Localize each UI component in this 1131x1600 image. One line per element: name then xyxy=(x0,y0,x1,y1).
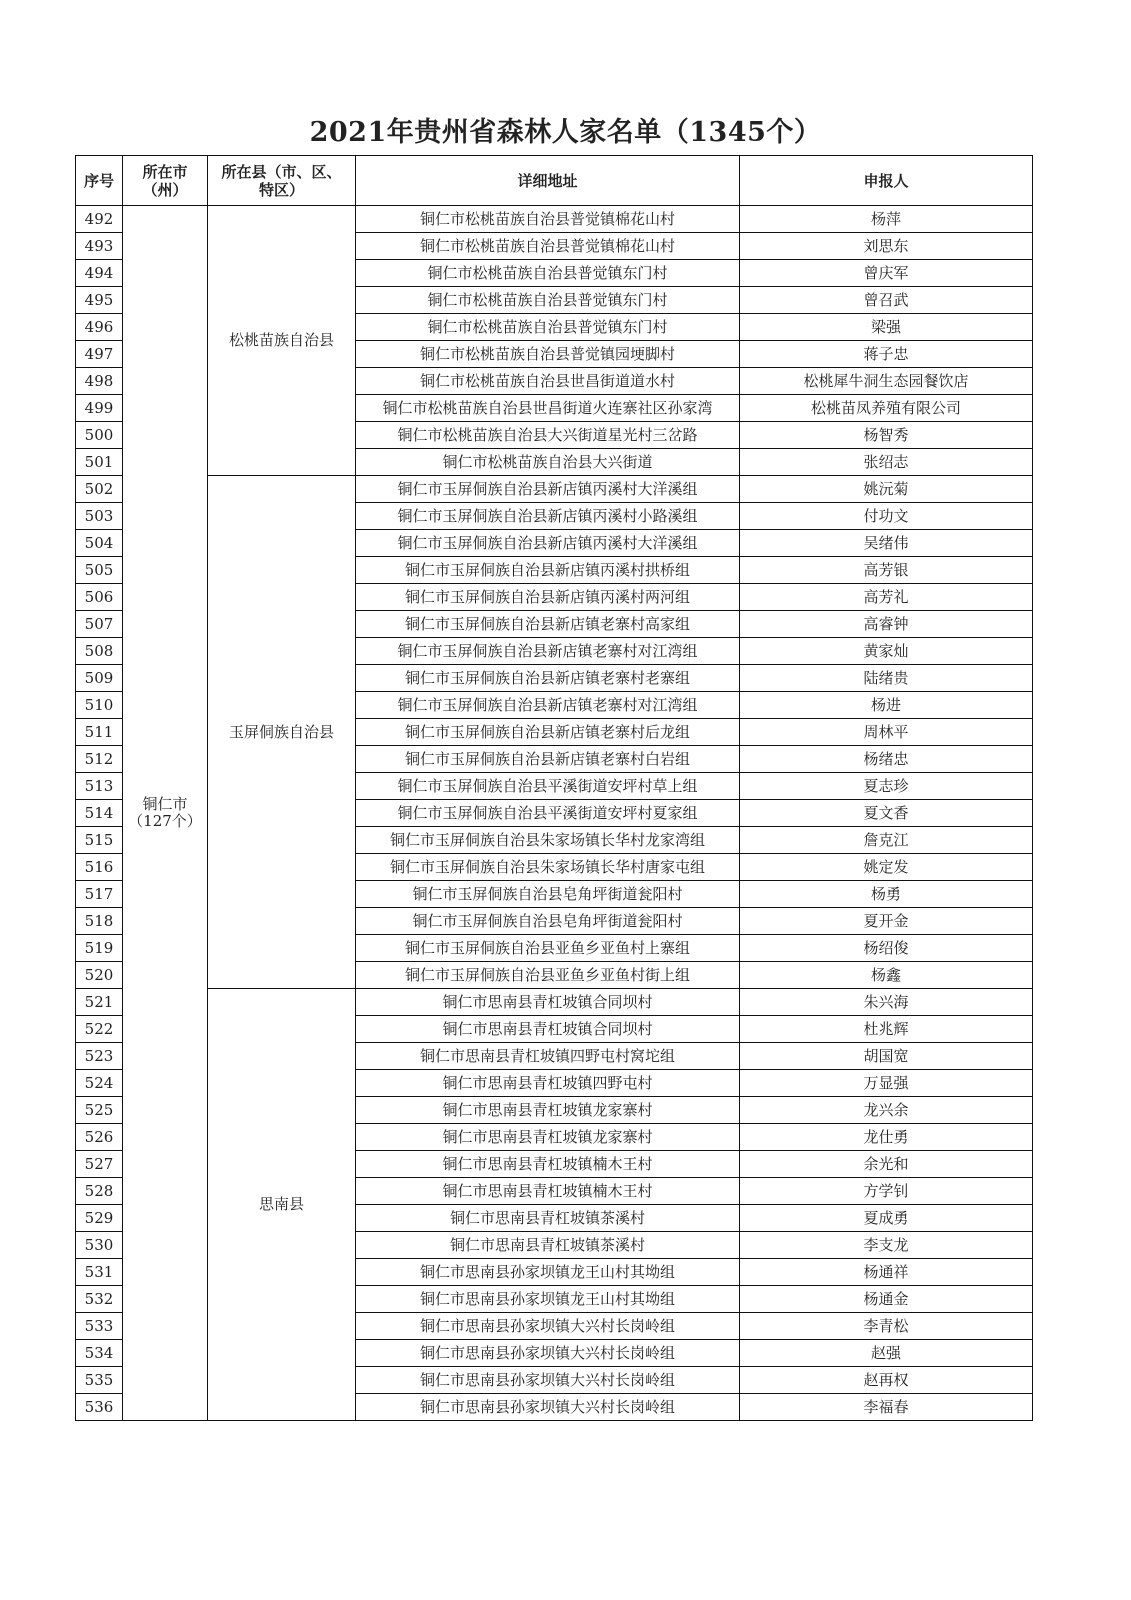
table-header-row xyxy=(76,156,1033,206)
seq-cell: 500 xyxy=(76,422,123,449)
address-cell: 铜仁市思南县青杠坡镇合同坝村 xyxy=(356,1016,740,1043)
applicant-cell: 夏志珍 xyxy=(740,773,1033,800)
address-cell: 铜仁市思南县青杠坡镇茶溪村 xyxy=(356,1232,740,1259)
applicant-cell: 吴绪伟 xyxy=(740,530,1033,557)
header-seq: 序号 xyxy=(76,156,123,206)
table-body xyxy=(76,206,1033,1421)
address-cell: 铜仁市思南县青杠坡镇楠木王村 xyxy=(356,1151,740,1178)
seq-cell: 531 xyxy=(76,1259,123,1286)
applicant-cell: 蒋子忠 xyxy=(740,341,1033,368)
address-cell: 铜仁市松桃苗族自治县大兴街道 xyxy=(356,449,740,476)
applicant-cell: 余光和 xyxy=(740,1151,1033,1178)
applicant-cell: 胡国宽 xyxy=(740,1043,1033,1070)
seq-cell: 511 xyxy=(76,719,123,746)
county-cell: 玉屏侗族自治县 xyxy=(208,476,356,989)
applicant-cell: 付功文 xyxy=(740,503,1033,530)
applicant-cell: 周林平 xyxy=(740,719,1033,746)
applicant-cell: 龙仕勇 xyxy=(740,1124,1033,1151)
applicant-cell: 梁强 xyxy=(740,314,1033,341)
seq-cell: 513 xyxy=(76,773,123,800)
county-cell: 思南县 xyxy=(208,989,356,1421)
address-cell: 铜仁市松桃苗族自治县世昌街道道水村 xyxy=(356,368,740,395)
table-row xyxy=(76,989,1033,1016)
applicant-cell: 曾召武 xyxy=(740,287,1033,314)
seq-cell: 492 xyxy=(76,206,123,233)
seq-cell: 525 xyxy=(76,1097,123,1124)
address-cell: 铜仁市思南县孙家坝镇龙王山村其坳组 xyxy=(356,1286,740,1313)
applicant-cell: 杨绪忠 xyxy=(740,746,1033,773)
applicant-cell: 陆绪贵 xyxy=(740,665,1033,692)
applicant-cell: 夏成勇 xyxy=(740,1205,1033,1232)
seq-cell: 508 xyxy=(76,638,123,665)
address-cell: 铜仁市思南县孙家坝镇大兴村长岗岭组 xyxy=(356,1394,740,1421)
applicant-cell: 杨鑫 xyxy=(740,962,1033,989)
address-cell: 铜仁市玉屏侗族自治县亚鱼乡亚鱼村街上组 xyxy=(356,962,740,989)
applicant-cell: 李青松 xyxy=(740,1313,1033,1340)
address-cell: 铜仁市思南县孙家坝镇大兴村长岗岭组 xyxy=(356,1313,740,1340)
seq-cell: 497 xyxy=(76,341,123,368)
seq-cell: 515 xyxy=(76,827,123,854)
address-cell: 铜仁市玉屏侗族自治县皂角坪街道瓮阳村 xyxy=(356,881,740,908)
applicant-cell: 杨萍 xyxy=(740,206,1033,233)
applicant-cell: 夏开金 xyxy=(740,908,1033,935)
address-cell: 铜仁市松桃苗族自治县普觉镇东门村 xyxy=(356,260,740,287)
address-cell: 铜仁市玉屏侗族自治县新店镇老寨村对江湾组 xyxy=(356,638,740,665)
applicant-cell: 李福春 xyxy=(740,1394,1033,1421)
seq-cell: 534 xyxy=(76,1340,123,1367)
county-cell: 松桃苗族自治县 xyxy=(208,206,356,476)
seq-cell: 506 xyxy=(76,584,123,611)
seq-cell: 518 xyxy=(76,908,123,935)
seq-cell: 535 xyxy=(76,1367,123,1394)
seq-cell: 524 xyxy=(76,1070,123,1097)
seq-cell: 521 xyxy=(76,989,123,1016)
seq-cell: 533 xyxy=(76,1313,123,1340)
seq-cell: 496 xyxy=(76,314,123,341)
seq-cell: 503 xyxy=(76,503,123,530)
applicant-cell: 万显强 xyxy=(740,1070,1033,1097)
seq-cell: 509 xyxy=(76,665,123,692)
address-cell: 铜仁市玉屏侗族自治县新店镇老寨村白岩组 xyxy=(356,746,740,773)
applicant-cell: 松桃犀牛洞生态园餐饮店 xyxy=(740,368,1033,395)
applicant-cell: 赵再权 xyxy=(740,1367,1033,1394)
seq-cell: 530 xyxy=(76,1232,123,1259)
header-city: 所在市（州） xyxy=(123,156,208,206)
address-cell: 铜仁市玉屏侗族自治县平溪街道安坪村草上组 xyxy=(356,773,740,800)
applicant-cell: 詹克江 xyxy=(740,827,1033,854)
address-cell: 铜仁市思南县青杠坡镇楠木王村 xyxy=(356,1178,740,1205)
seq-cell: 516 xyxy=(76,854,123,881)
seq-cell: 523 xyxy=(76,1043,123,1070)
address-cell: 铜仁市玉屏侗族自治县朱家场镇长华村龙家湾组 xyxy=(356,827,740,854)
seq-cell: 501 xyxy=(76,449,123,476)
page-title: 2021年贵州省森林人家名单（1345个） xyxy=(309,117,822,148)
header-applicant: 申报人 xyxy=(740,156,1033,206)
applicant-cell: 李支龙 xyxy=(740,1232,1033,1259)
address-cell: 铜仁市玉屏侗族自治县新店镇丙溪村拱桥组 xyxy=(356,557,740,584)
header-county: 所在县（市、区、特区） xyxy=(208,156,356,206)
address-cell: 铜仁市玉屏侗族自治县新店镇丙溪村大洋溪组 xyxy=(356,530,740,557)
seq-cell: 493 xyxy=(76,233,123,260)
seq-cell: 536 xyxy=(76,1394,123,1421)
applicant-cell: 龙兴余 xyxy=(740,1097,1033,1124)
seq-cell: 532 xyxy=(76,1286,123,1313)
address-cell: 铜仁市玉屏侗族自治县皂角坪街道瓮阳村 xyxy=(356,908,740,935)
applicant-cell: 朱兴海 xyxy=(740,989,1033,1016)
address-cell: 铜仁市思南县青杠坡镇四野屯村 xyxy=(356,1070,740,1097)
seq-cell: 507 xyxy=(76,611,123,638)
seq-cell: 519 xyxy=(76,935,123,962)
seq-cell: 517 xyxy=(76,881,123,908)
seq-cell: 520 xyxy=(76,962,123,989)
applicant-cell: 姚定发 xyxy=(740,854,1033,881)
seq-cell: 499 xyxy=(76,395,123,422)
applicant-cell: 杨通祥 xyxy=(740,1259,1033,1286)
applicant-cell: 曾庆军 xyxy=(740,260,1033,287)
address-cell: 铜仁市松桃苗族自治县普觉镇园埂脚村 xyxy=(356,341,740,368)
applicant-cell: 高睿钟 xyxy=(740,611,1033,638)
seq-cell: 512 xyxy=(76,746,123,773)
address-cell: 铜仁市思南县孙家坝镇龙王山村其坳组 xyxy=(356,1259,740,1286)
address-cell: 铜仁市松桃苗族自治县普觉镇棉花山村 xyxy=(356,206,740,233)
header-address: 详细地址 xyxy=(356,156,740,206)
applicant-cell: 杜兆辉 xyxy=(740,1016,1033,1043)
applicant-cell: 夏文香 xyxy=(740,800,1033,827)
address-cell: 铜仁市玉屏侗族自治县新店镇老寨村后龙组 xyxy=(356,719,740,746)
seq-cell: 495 xyxy=(76,287,123,314)
address-cell: 铜仁市玉屏侗族自治县新店镇老寨村老寨组 xyxy=(356,665,740,692)
address-cell: 铜仁市思南县青杠坡镇四野屯村窝坨组 xyxy=(356,1043,740,1070)
table-row xyxy=(76,206,1033,233)
applicant-cell: 方学钊 xyxy=(740,1178,1033,1205)
city-cell xyxy=(123,206,208,1421)
seq-cell: 529 xyxy=(76,1205,123,1232)
city-count: （127个） xyxy=(128,812,202,830)
address-cell: 铜仁市思南县青杠坡镇龙家寨村 xyxy=(356,1124,740,1151)
address-cell: 铜仁市思南县青杠坡镇龙家寨村 xyxy=(356,1097,740,1124)
seq-cell: 505 xyxy=(76,557,123,584)
address-cell: 铜仁市玉屏侗族自治县平溪街道安坪村夏家组 xyxy=(356,800,740,827)
address-cell: 铜仁市玉屏侗族自治县亚鱼乡亚鱼村上寨组 xyxy=(356,935,740,962)
seq-cell: 504 xyxy=(76,530,123,557)
seq-cell: 494 xyxy=(76,260,123,287)
applicant-cell: 杨勇 xyxy=(740,881,1033,908)
address-cell: 铜仁市思南县孙家坝镇大兴村长岗岭组 xyxy=(356,1340,740,1367)
address-cell: 铜仁市松桃苗族自治县普觉镇东门村 xyxy=(356,287,740,314)
table-row xyxy=(76,476,1033,503)
applicant-cell: 张绍志 xyxy=(740,449,1033,476)
seq-cell: 498 xyxy=(76,368,123,395)
applicant-cell: 杨进 xyxy=(740,692,1033,719)
applicant-cell: 松桃苗凤养殖有限公司 xyxy=(740,395,1033,422)
applicant-cell: 杨通金 xyxy=(740,1286,1033,1313)
address-cell: 铜仁市松桃苗族自治县大兴街道星光村三岔路 xyxy=(356,422,740,449)
applicant-cell: 高芳礼 xyxy=(740,584,1033,611)
city-name: 铜仁市 xyxy=(142,795,188,813)
address-cell: 铜仁市玉屏侗族自治县新店镇老寨村高家组 xyxy=(356,611,740,638)
address-cell: 铜仁市玉屏侗族自治县新店镇老寨村对江湾组 xyxy=(356,692,740,719)
applicant-cell: 黄家灿 xyxy=(740,638,1033,665)
address-cell: 铜仁市思南县孙家坝镇大兴村长岗岭组 xyxy=(356,1367,740,1394)
seq-cell: 514 xyxy=(76,800,123,827)
seq-cell: 528 xyxy=(76,1178,123,1205)
seq-cell: 526 xyxy=(76,1124,123,1151)
applicant-cell: 杨智秀 xyxy=(740,422,1033,449)
address-cell: 铜仁市玉屏侗族自治县新店镇丙溪村小路溪组 xyxy=(356,503,740,530)
applicant-cell: 姚沅菊 xyxy=(740,476,1033,503)
forest-family-table xyxy=(75,155,1033,1421)
address-cell: 铜仁市松桃苗族自治县普觉镇东门村 xyxy=(356,314,740,341)
address-cell: 铜仁市松桃苗族自治县世昌街道火连寨社区孙家湾 xyxy=(356,395,740,422)
seq-cell: 510 xyxy=(76,692,123,719)
address-cell: 铜仁市松桃苗族自治县普觉镇棉花山村 xyxy=(356,233,740,260)
seq-cell: 502 xyxy=(76,476,123,503)
address-cell: 铜仁市思南县青杠坡镇茶溪村 xyxy=(356,1205,740,1232)
applicant-cell: 赵强 xyxy=(740,1340,1033,1367)
seq-cell: 522 xyxy=(76,1016,123,1043)
address-cell: 铜仁市玉屏侗族自治县朱家场镇长华村唐家屯组 xyxy=(356,854,740,881)
seq-cell: 527 xyxy=(76,1151,123,1178)
address-cell: 铜仁市玉屏侗族自治县新店镇丙溪村大洋溪组 xyxy=(356,476,740,503)
address-cell: 铜仁市思南县青杠坡镇合同坝村 xyxy=(356,989,740,1016)
applicant-cell: 刘思东 xyxy=(740,233,1033,260)
applicant-cell: 高芳银 xyxy=(740,557,1033,584)
applicant-cell: 杨绍俊 xyxy=(740,935,1033,962)
address-cell: 铜仁市玉屏侗族自治县新店镇丙溪村两河组 xyxy=(356,584,740,611)
